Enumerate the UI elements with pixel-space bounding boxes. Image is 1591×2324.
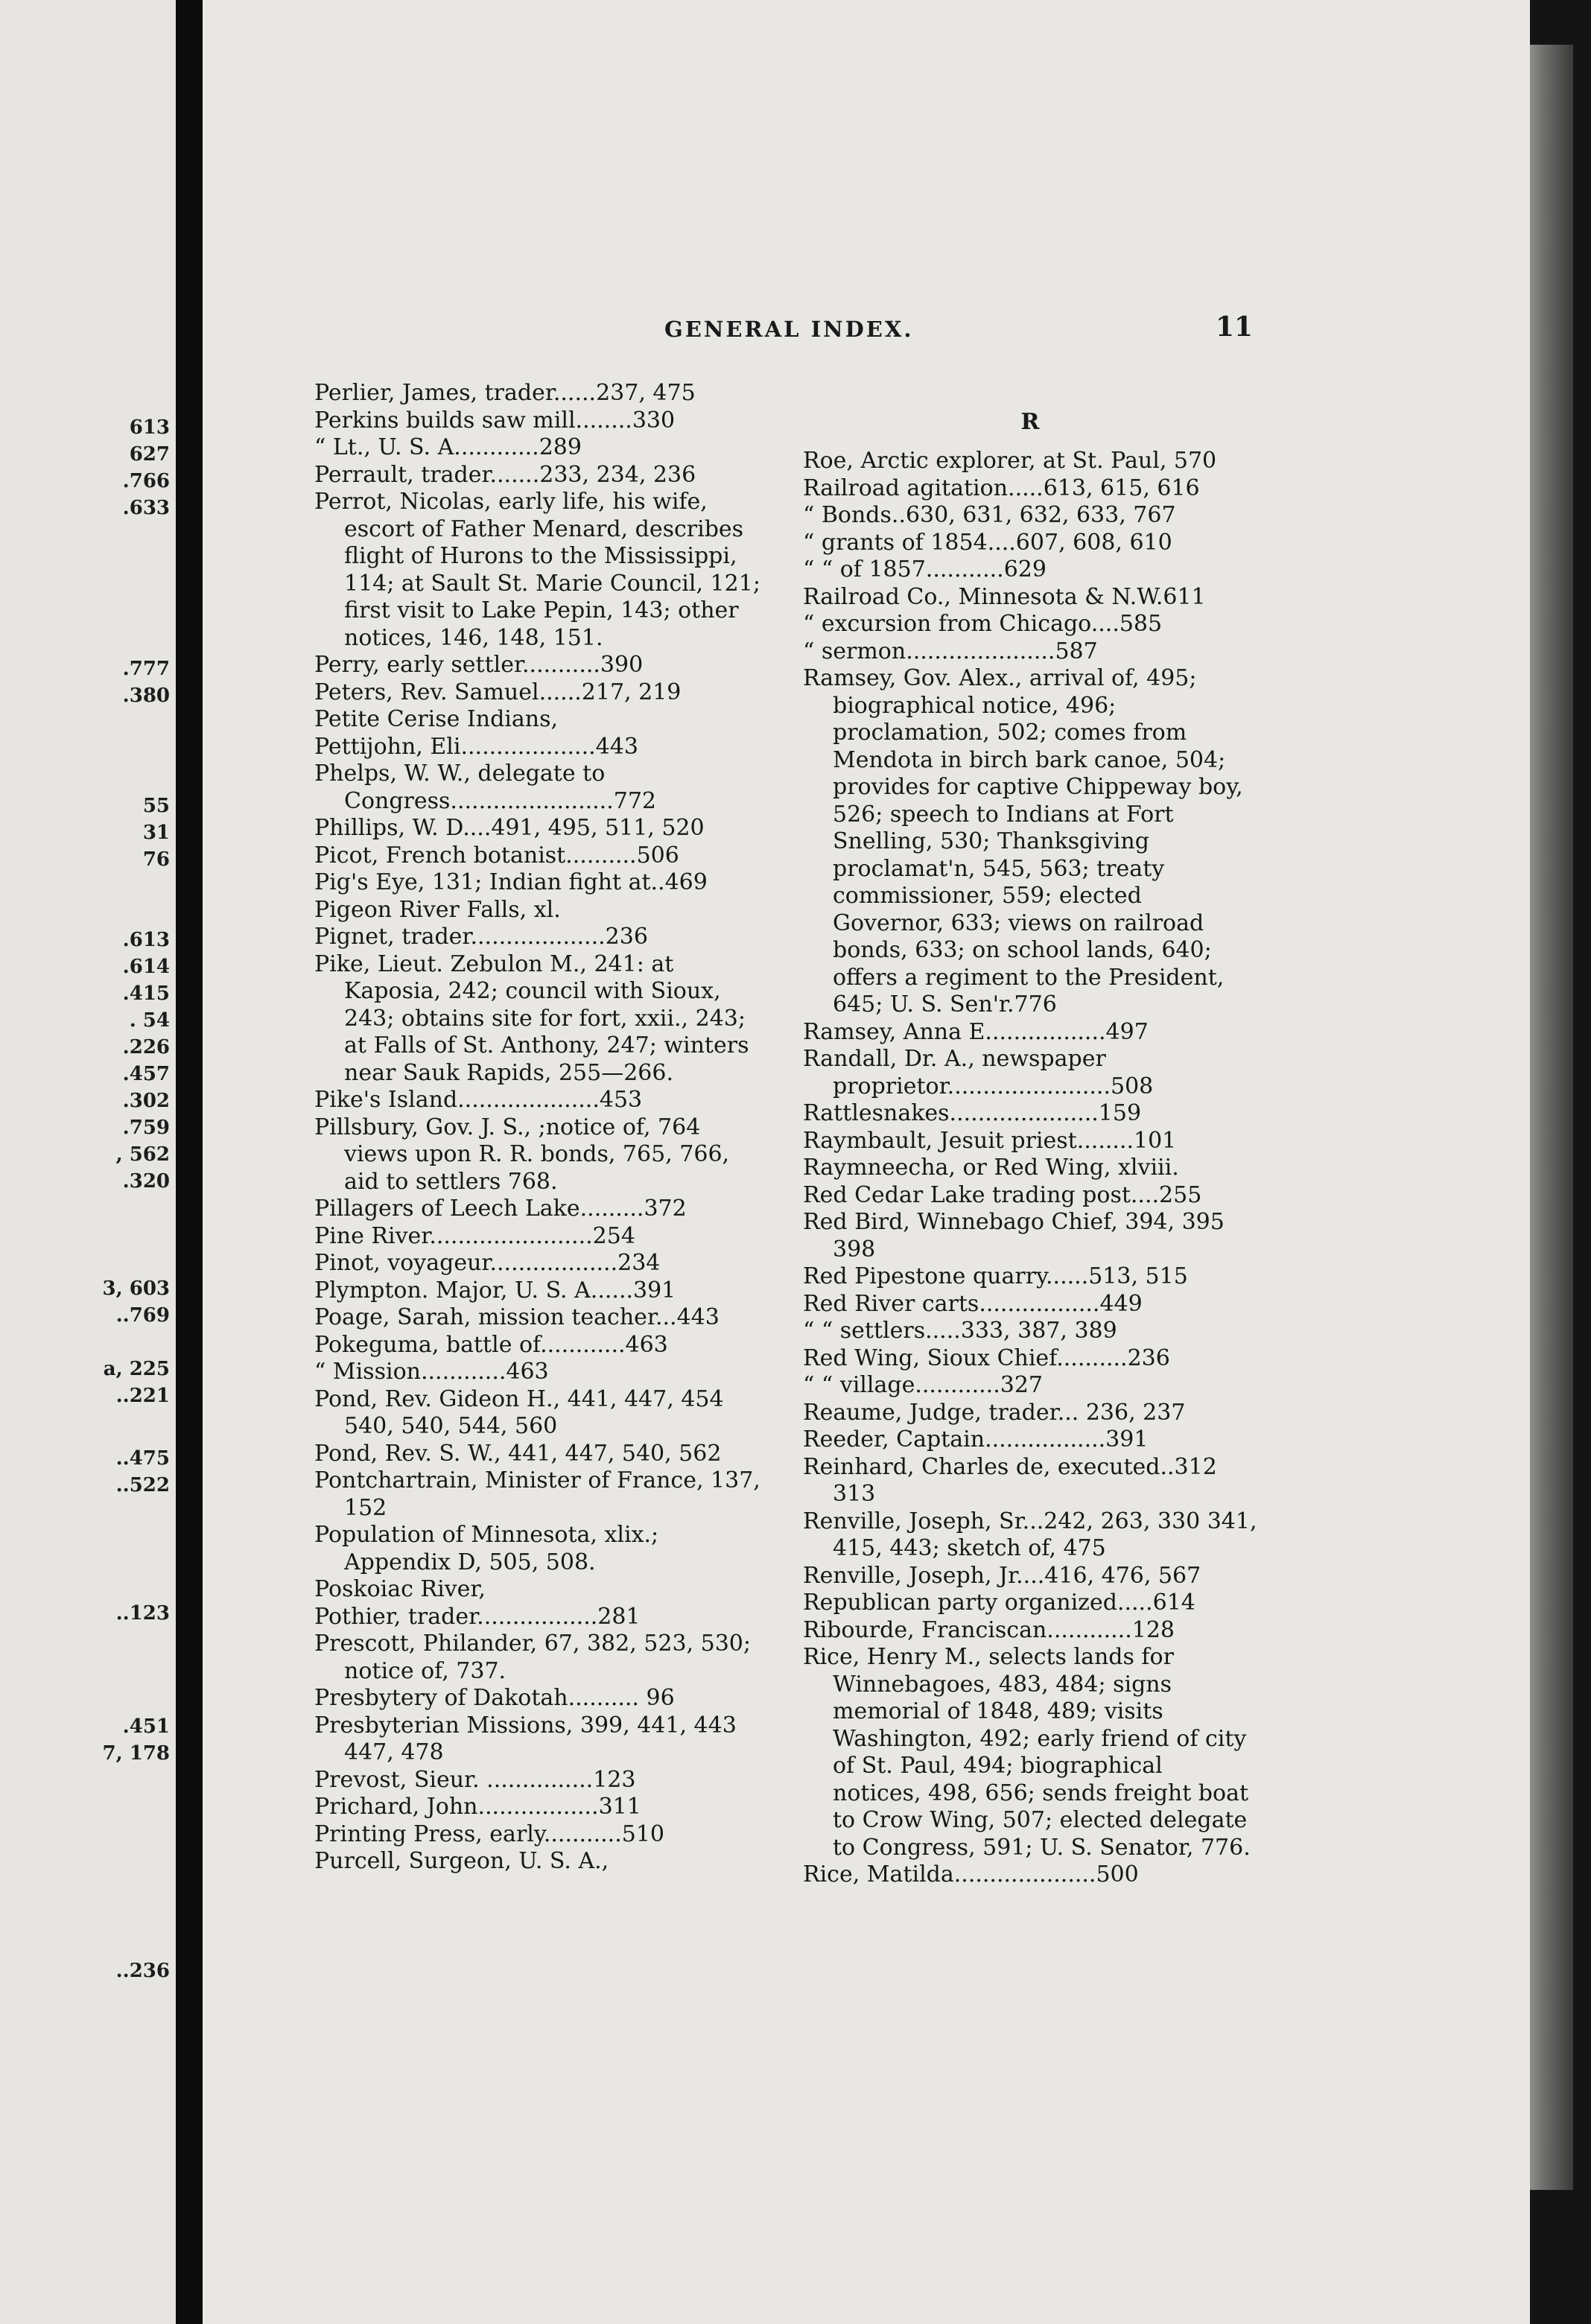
index-entry: “ Mission............463 xyxy=(314,1359,549,1385)
index-entry: Pike's Island....................453 xyxy=(314,1087,643,1113)
fragment-text: 627 xyxy=(129,443,170,466)
index-entry: Phelps, W. W., delegate to Congress.......................772 xyxy=(314,761,657,814)
index-entry: Prescott, Philander, 67, 382, 523, 530; notice of, 737. xyxy=(314,1631,751,1684)
index-entry: Reinhard, Charles de, executed..312 313 xyxy=(803,1453,1217,1507)
index-entry: Poage, Sarah, mission teacher...443 xyxy=(314,1304,720,1330)
fragment-text: ..123 xyxy=(115,1602,170,1625)
index-entry: “ Bonds..630, 631, 632, 633, 767 xyxy=(803,502,1176,528)
index-entry: Perry, early settler...........390 xyxy=(314,652,644,678)
index-column-left xyxy=(314,380,769,1876)
index-entry: “ grants of 1854....607, 608, 610 xyxy=(803,529,1172,556)
index-entry: Reeder, Captain.................391 xyxy=(803,1426,1149,1452)
index-entry: Pine River.......................254 xyxy=(314,1222,635,1249)
index-entry: Plympton. Major, U. S. A......391 xyxy=(314,1277,676,1304)
fragment-text: .380 xyxy=(122,685,170,707)
fragment-text: .633 xyxy=(122,497,170,519)
index-column-right xyxy=(803,406,1257,1889)
index-entry: Red River carts.................449 xyxy=(803,1290,1143,1317)
index-entry: Rattlesnakes.....................159 xyxy=(803,1100,1142,1126)
fragment-text: ..221 xyxy=(115,1385,170,1407)
index-entry: Poskoiac River, xyxy=(314,1576,486,1602)
index-entry: Rice, Matilda....................500 xyxy=(803,1861,1139,1888)
index-entry: Peters, Rev. Samuel......217, 219 xyxy=(314,679,682,705)
index-entry: Presbytery of Dakotah.......... 96 xyxy=(314,1685,675,1711)
index-entry: Pothier, trader.................281 xyxy=(314,1603,641,1630)
index-entry: Pillagers of Leech Lake.........372 xyxy=(314,1196,687,1222)
fragment-text: 3, 603 xyxy=(102,1277,170,1300)
fragment-text: .302 xyxy=(122,1090,170,1112)
fragment-text: .766 xyxy=(122,470,170,492)
index-entry: Prichard, John.................311 xyxy=(314,1794,641,1820)
index-entry: Pokeguma, battle of............463 xyxy=(314,1331,668,1358)
index-entry: Perrot, Nicolas, early life, his wife, escort of Father Menard, describes flight of Hurons to the Mississippi, 114; at Sault St. Marie Council, 121; first visit to Lake Pepin, 143; other notices, 146, 148, 151. xyxy=(314,489,760,651)
index-entry: “ Lt., U. S. A............289 xyxy=(314,434,582,460)
adjacent-page-fragment xyxy=(0,0,176,2324)
index-entry: Pig's Eye, 131; Indian fight at..469 xyxy=(314,869,708,895)
index-entry: Red Wing, Sioux Chief..........236 xyxy=(803,1344,1170,1371)
index-entry: Randall, Dr. A., newspaper proprietor.......................508 xyxy=(803,1046,1154,1099)
index-entry: “ “ village............327 xyxy=(803,1372,1044,1398)
page-header-title: GENERAL INDEX. xyxy=(664,317,914,342)
index-entry: Phillips, W. D....491, 495, 511, 520 xyxy=(314,815,705,841)
fragment-text: .777 xyxy=(122,658,170,680)
fragment-text: .320 xyxy=(122,1170,170,1193)
index-entry: “ “ settlers.....333, 387, 389 xyxy=(803,1318,1117,1344)
index-entry: Red Pipestone quarry......513, 515 xyxy=(803,1263,1188,1289)
fragment-text: 7, 178 xyxy=(102,1742,170,1765)
index-entry: Railroad Co., Minnesota & N.W.611 xyxy=(803,583,1206,610)
index-entry: Pignet, trader...................236 xyxy=(314,924,648,950)
fragment-text: . 54 xyxy=(129,1009,170,1032)
index-entry: Perkins builds saw mill........330 xyxy=(314,407,676,434)
fragment-text: 613 xyxy=(129,416,170,439)
index-entry: Rice, Henry M., selects lands for Winnebagoes, 483, 484; signs memorial of 1848, 489; visits Washington, 492; early friend of city of St. Paul, 494; biographical notices, 498, 656; sends freight boat to Crow Wing, 507; elected delegate to Congress, 591; U. S. Senator, 776. xyxy=(803,1644,1251,1861)
fragment-text: .614 xyxy=(122,956,170,978)
index-entry: Picot, French botanist..........506 xyxy=(314,842,679,869)
fragment-text: ..522 xyxy=(115,1474,170,1496)
index-entry: Presbyterian Missions, 399, 441, 443 447, 478 xyxy=(314,1712,737,1765)
index-entry: Pinot, voyageur..................234 xyxy=(314,1250,661,1276)
fragment-text: .457 xyxy=(122,1063,170,1085)
index-entry: Pettijohn, Eli...................443 xyxy=(314,733,638,760)
page-number: 11 xyxy=(1216,311,1254,343)
fragment-text: a, 225 xyxy=(103,1358,170,1380)
fragment-text: , 562 xyxy=(115,1143,170,1166)
index-entry: Ramsey, Anna E.................497 xyxy=(803,1018,1149,1045)
index-entry: Perlier, James, trader......237, 475 xyxy=(314,380,696,406)
index-entry: Ramsey, Gov. Alex., arrival of, 495; biographical notice, 496; proclamation, 502; comes from Mendota in birch bark canoe, 504; provides for captive Chippeway boy, 526; speech to Indians at Fort Snelling, 530; Thanksgiving proclamat'n, 545, 563; treaty commissioner, 559; elected Governor, 633; views on railroad bonds, 633; on school lands, 640; offers a regiment to the President, 645; U. S. Sen'r.776 xyxy=(803,665,1243,1017)
index-entry: Renville, Joseph, Jr....416, 476, 567 xyxy=(803,1562,1201,1589)
fragment-text: 31 xyxy=(142,822,170,844)
index-entry: Printing Press, early...........510 xyxy=(314,1820,664,1847)
index-entry: “ excursion from Chicago....585 xyxy=(803,611,1163,637)
index-entry: Pillsbury, Gov. J. S., ;notice of, 764 views upon R. R. bonds, 765, 766, aid to settlers 768. xyxy=(314,1114,730,1195)
fragment-text: ..475 xyxy=(115,1447,170,1470)
fragment-text: .613 xyxy=(122,929,170,951)
index-entry: Railroad agitation.....613, 615, 616 xyxy=(803,474,1200,501)
fragment-text: .759 xyxy=(122,1117,170,1139)
index-entry: “ sermon.....................587 xyxy=(803,638,1098,664)
section-letter-r: R xyxy=(1020,409,1040,435)
index-entry: Pond, Rev. Gideon H., 441, 447, 454 540, 540, 544, 560 xyxy=(314,1385,724,1439)
fragment-text: .226 xyxy=(122,1036,170,1058)
index-entry: Republican party organized.....614 xyxy=(803,1590,1195,1616)
index-entry: Prevost, Sieur. ...............123 xyxy=(314,1766,636,1793)
index-entry: Roe, Arctic explorer, at St. Paul, 570 xyxy=(803,448,1217,474)
fragment-text: .451 xyxy=(122,1715,170,1738)
index-entry: Population of Minnesota, xlix.; Appendix D, 505, 508. xyxy=(314,1522,659,1575)
index-entry: Raymneecha, or Red Wing, xlviii. xyxy=(803,1155,1179,1181)
index-entry: Red Bird, Winnebago Chief, 394, 395 398 xyxy=(803,1209,1225,1263)
fragment-text: 55 xyxy=(142,795,170,817)
index-entry: Pond, Rev. S. W., 441, 447, 540, 562 xyxy=(314,1440,722,1467)
index-entry: “ “ of 1857...........629 xyxy=(803,556,1047,582)
index-entry: Renville, Joseph, Sr...242, 263, 330 341, 415, 443; sketch of, 475 xyxy=(803,1508,1257,1561)
fragment-text: .415 xyxy=(122,982,170,1005)
fragment-text: ..769 xyxy=(115,1304,170,1327)
index-entry: Petite Cerise Indians, xyxy=(314,706,559,732)
fragment-text: ..236 xyxy=(115,1960,170,1982)
page-edge-shadow xyxy=(1530,45,1573,2190)
index-entry: Red Cedar Lake trading post....255 xyxy=(803,1181,1202,1208)
index-entry: Pigeon River Falls, xl. xyxy=(314,896,561,923)
book-gutter xyxy=(176,0,203,2324)
index-entry: Ribourde, Franciscan............128 xyxy=(803,1616,1175,1643)
index-entry: Pike, Lieut. Zebulon M., 241: at Kaposia, 242; council with Sioux, 243; obtains site for fort, xxii., 243; at Falls of St. Anthony, 247; winters near Sauk Rapids, 255—266. xyxy=(314,950,749,1086)
index-entry: Pontchartrain, Minister of France, 137, 152 xyxy=(314,1467,760,1521)
index-entry: Purcell, Surgeon, U. S. A., xyxy=(314,1848,609,1874)
index-entry: Reaume, Judge, trader... 236, 237 xyxy=(803,1399,1186,1426)
index-entry: Raymbault, Jesuit priest........101 xyxy=(803,1127,1177,1154)
fragment-text: 76 xyxy=(142,848,170,871)
index-entry: Perrault, trader.......233, 234, 236 xyxy=(314,461,696,488)
